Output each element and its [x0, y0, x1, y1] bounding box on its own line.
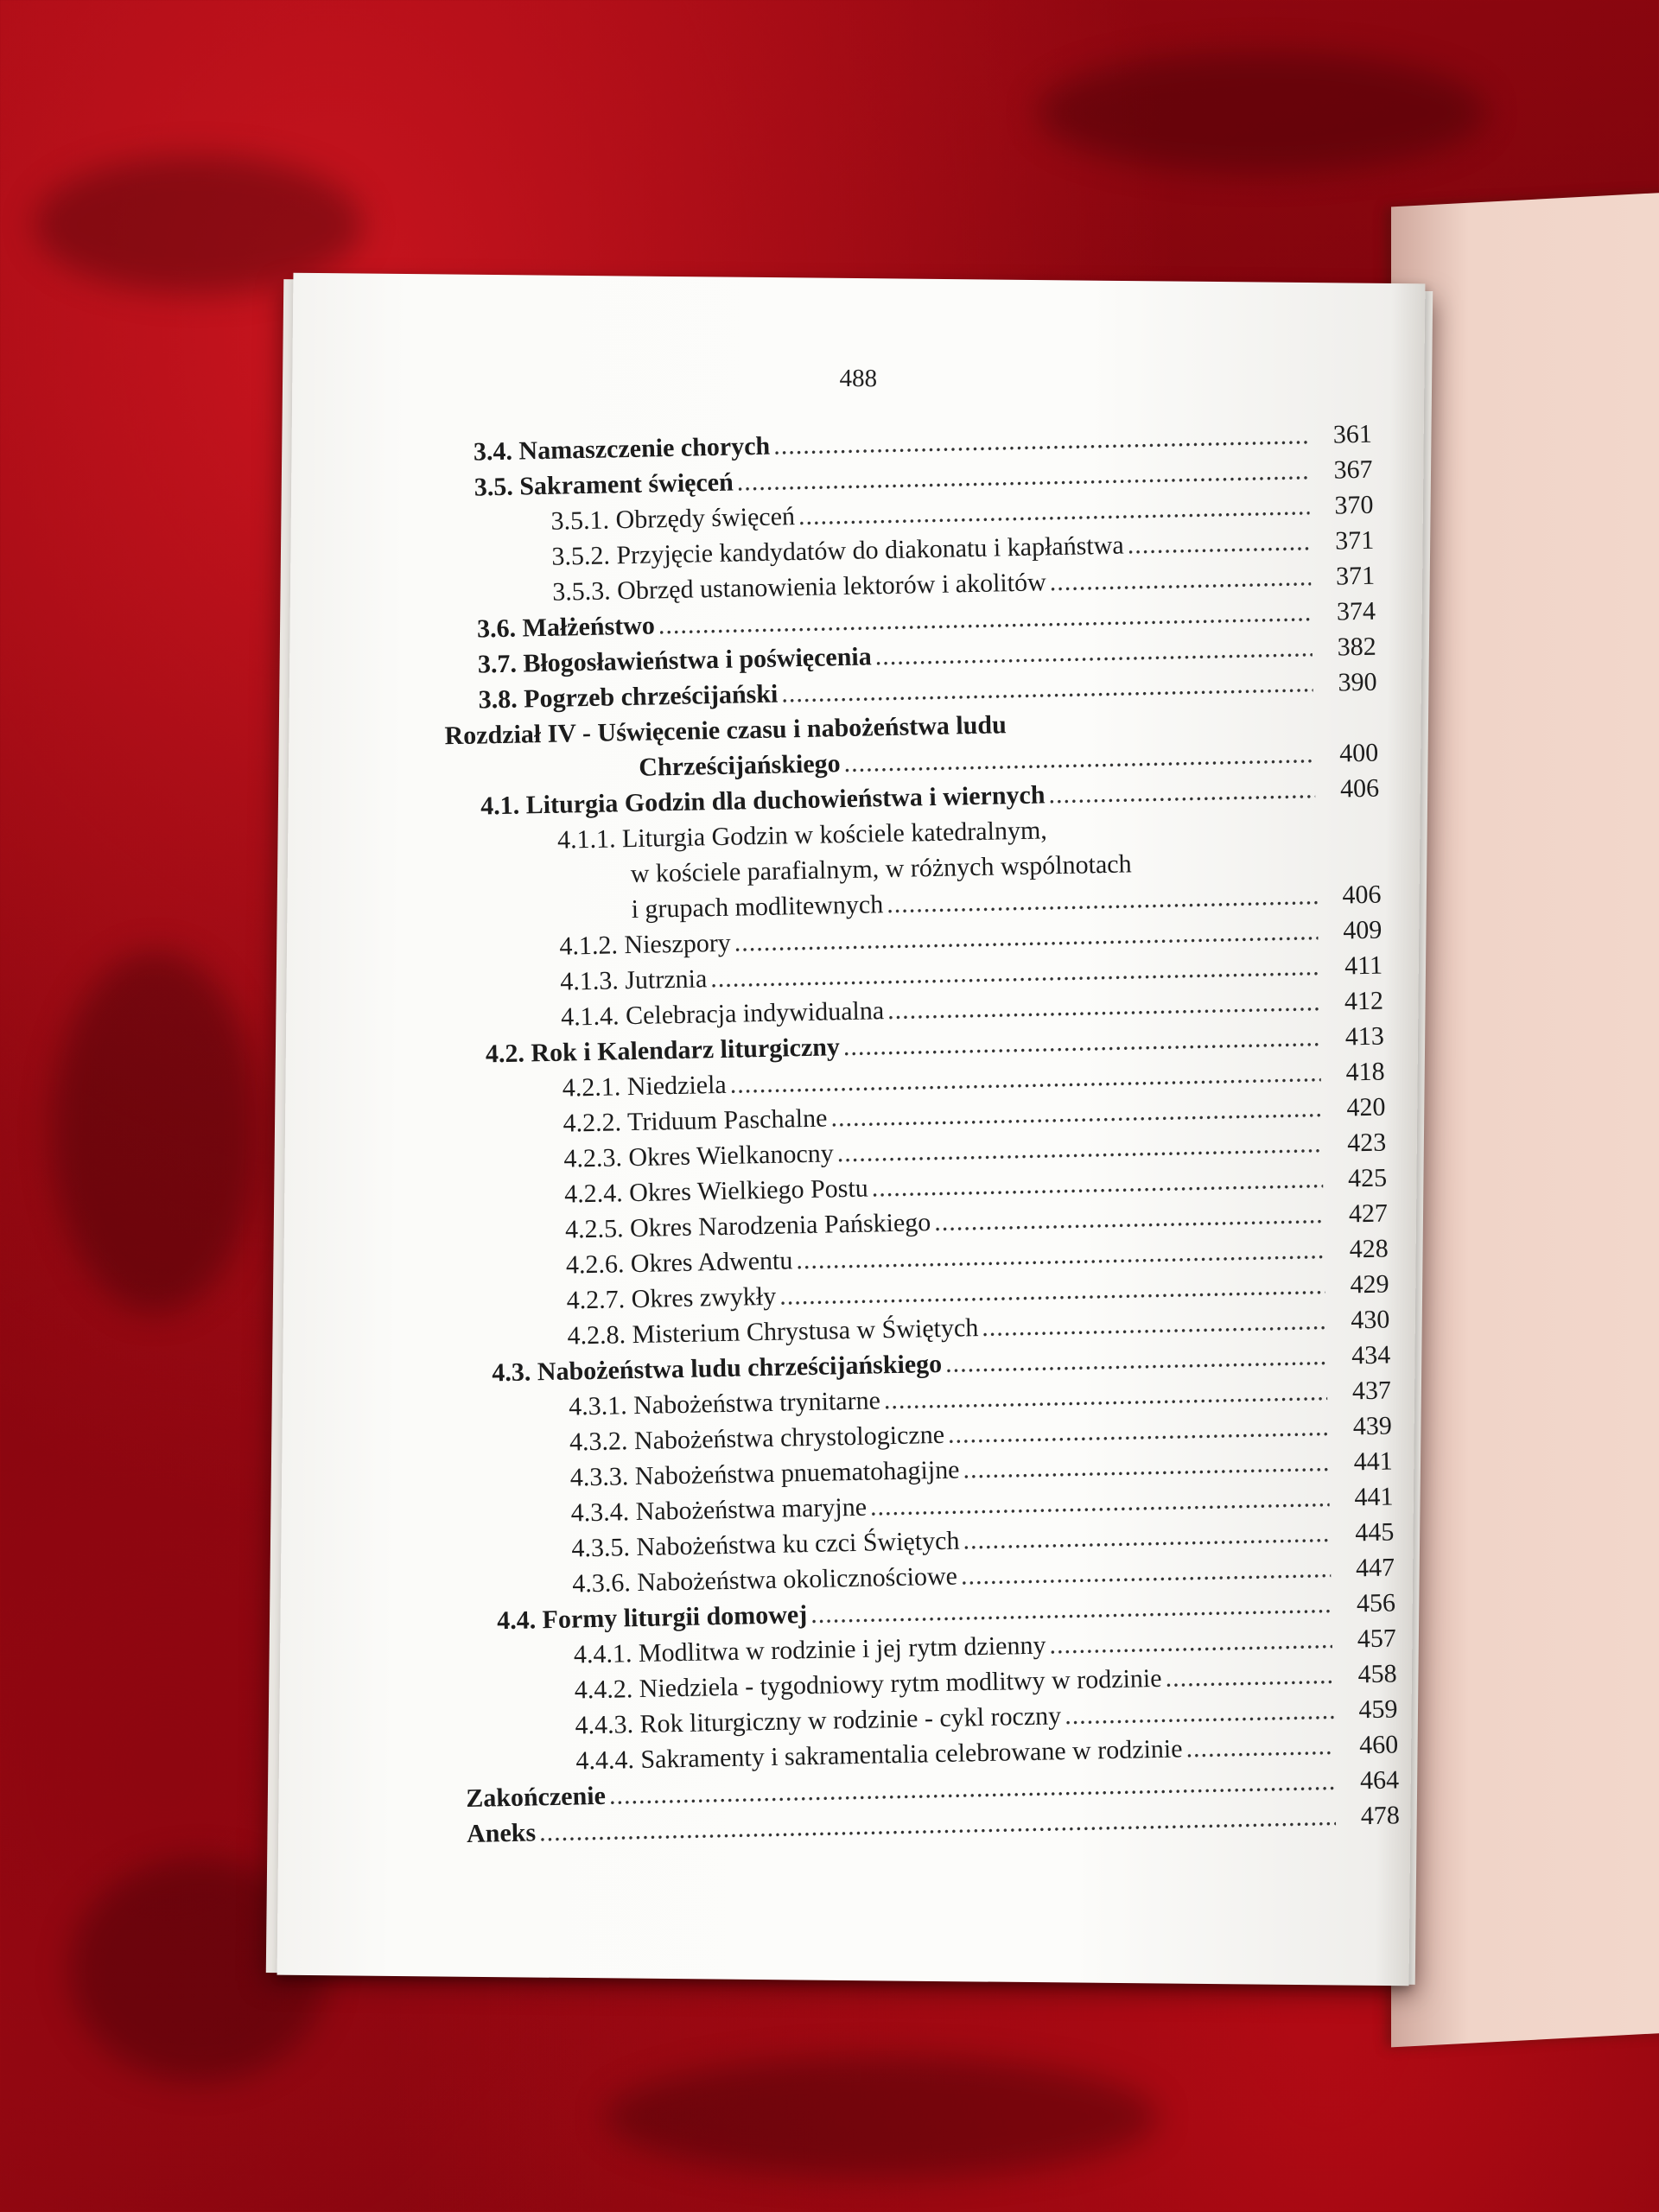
toc-leader-dots	[963, 1519, 1331, 1556]
fabric-fold	[605, 2056, 1158, 2177]
toc-entry-title: i grupach modlitewnych	[631, 890, 884, 925]
toc-entry-page: 445	[1354, 1517, 1395, 1548]
toc-entry-page: 423	[1346, 1128, 1387, 1158]
toc-entry-title: 4.4.4. Sakramenty i sakramentalia celebrowane w rodzinie	[575, 1734, 1183, 1776]
toc-entry-title: 4.3.5. Nabożeństwa ku czci Świętych	[571, 1526, 960, 1563]
toc-entry-page: 411	[1344, 950, 1383, 981]
toc-entry-page: 457	[1357, 1624, 1397, 1654]
toc-entry-page: 382	[1337, 632, 1377, 662]
toc-leader-dots	[982, 1306, 1326, 1343]
toc-entry-page: 439	[1352, 1411, 1393, 1441]
toc-entry-title: 4.3.3. Nabożeństwa pnuematohagijne	[569, 1455, 960, 1492]
toc-entry-page: 425	[1347, 1163, 1388, 1193]
toc-entry-title: 4.2.5. Okres Narodzenia Pańskiego	[564, 1208, 931, 1244]
toc-entry-title: 4.2.1. Niedziela	[562, 1070, 728, 1103]
toc-entry-title: 4.4.1. Modlitwa w rodzinie i jej rytm dzienny	[573, 1630, 1046, 1669]
toc-entry-title: 3.5.3. Obrzęd ustanowienia lektorów i akolitów	[551, 568, 1047, 607]
toc-entry-title: 3.5.2. Przyjęcie kandydatów do diakonatu i kapłaństwa	[551, 531, 1124, 571]
toc-entry-title: w kościele parafialnym, w różnych wspólnotach	[630, 849, 1132, 889]
toc-entry-title: 4.4.3. Rok liturgiczny w rodzinie - cykl roczny	[575, 1701, 1062, 1740]
toc-entry-title: 3.6. Małżeństwo	[476, 611, 656, 644]
fabric-fold	[1037, 52, 1486, 173]
toc-entry-title: 4.1.2. Nieszpory	[559, 928, 732, 961]
toc-entry-title: 3.7. Błogosławieństwa i poświęcenia	[477, 642, 873, 679]
toc-leader-dots	[1127, 527, 1310, 560]
toc-entry-title: Chrześcijańskiego	[639, 749, 841, 782]
toc-entry-title: 3.5. Sakrament święceń	[474, 467, 734, 502]
toc-entry-title: 4.1.4. Celebracja indywidualna	[560, 996, 885, 1032]
toc-entry-title: 4.2.8. Misterium Chrystusa w Świętych	[567, 1313, 979, 1351]
book-page	[277, 273, 1426, 1986]
toc-entry-page: 447	[1355, 1553, 1395, 1583]
toc-entry-page: 418	[1345, 1057, 1385, 1087]
toc-entry-title: 4.4.2. Niedziela - tygodniowy rytm modlitwy w rodzinie	[574, 1663, 1162, 1705]
toc-entry-title: 4.2.3. Okres Wielkanocny	[563, 1139, 835, 1173]
toc-entry-page: 428	[1349, 1234, 1389, 1264]
toc-entry-page: 420	[1346, 1092, 1386, 1122]
toc-entry-page: 464	[1359, 1765, 1400, 1796]
toc-entry-title: Rozdział IV - Uświęcenie czasu i nabożeństwa ludu	[444, 710, 1007, 751]
toc-entry-title: 4.2. Rok i Kalendarz liturgiczny	[485, 1033, 841, 1069]
toc-entry-title: 4.2.7. Okres zwykły	[566, 1281, 777, 1315]
toc-leader-dots	[961, 1554, 1332, 1592]
toc-entry-page: 409	[1342, 915, 1382, 945]
toc-entry-title: 4.1. Liturgia Godzin dla duchowieństwa i wiernych	[480, 780, 1046, 821]
facing-page	[1391, 191, 1659, 2048]
toc-entry-page: 412	[1344, 986, 1384, 1016]
toc-leader-dots	[1185, 1732, 1334, 1764]
toc-entry-page: 413	[1344, 1021, 1385, 1052]
toc-entry-title: 4.3. Nabożeństwa ludu chrześcijańskiego	[492, 1349, 943, 1388]
toc-entry-page: 371	[1334, 525, 1375, 556]
toc-entry-page: 406	[1339, 773, 1380, 804]
toc-entry-page: 427	[1348, 1198, 1389, 1229]
toc-entry-page: 456	[1356, 1588, 1396, 1618]
table-of-contents	[439, 420, 1401, 1855]
toc-entry-title: 4.1.1. Liturgia Godzin w kościele katedralnym,	[556, 816, 1048, 855]
page-number: 488	[839, 364, 878, 393]
fabric-fold	[52, 950, 259, 1313]
toc-entry-title: 4.1.3. Jutrznia	[559, 964, 708, 996]
toc-entry-title: 4.3.2. Nabożeństwa chrystologiczne	[569, 1420, 945, 1457]
toc-entry-page: 478	[1360, 1801, 1401, 1831]
toc-entry-title: 4.3.6. Nabożeństwa okolicznościowe	[571, 1561, 958, 1599]
toc-entry-title: 4.2.4. Okres Wielkiego Postu	[563, 1173, 869, 1209]
toc-entry-page: 441	[1354, 1482, 1394, 1512]
toc-entry-page: 437	[1351, 1376, 1392, 1406]
toc-entry-page: 370	[1334, 490, 1374, 520]
toc-entry-title: 4.3.1. Nabożeństwa trynitarne	[568, 1386, 881, 1421]
toc-entry-page: 361	[1332, 419, 1373, 449]
toc-leader-dots	[963, 1448, 1329, 1484]
toc-leader-dots	[1165, 1661, 1333, 1694]
toc-entry-title: 3.4. Namaszczenie chorych	[473, 431, 771, 467]
toc-entry-page: 430	[1351, 1305, 1390, 1335]
toc-entry-title: 3.5.1. Obrzędy święceń	[550, 502, 796, 536]
toc-entry-page: 400	[1338, 738, 1379, 768]
toc-entry-page: 390	[1338, 667, 1377, 697]
toc-leader-dots	[1049, 563, 1311, 597]
toc-entry-page: 374	[1336, 596, 1376, 626]
toc-leader-dots	[773, 421, 1308, 461]
toc-entry-title: 4.2.2. Triduum Paschalne	[563, 1103, 828, 1138]
toc-entry-page: 458	[1357, 1659, 1397, 1689]
toc-entry-page: 434	[1351, 1340, 1391, 1370]
toc-entry-title: 4.2.6. Okres Adwentu	[565, 1246, 793, 1280]
toc-entry-title: 4.4. Formy liturgii domowej	[496, 1600, 808, 1636]
toc-entry-page: 441	[1353, 1446, 1393, 1477]
toc-leader-dots	[1065, 1696, 1334, 1731]
toc-leader-dots	[1049, 1625, 1332, 1661]
toc-entry-page: 367	[1333, 454, 1373, 485]
toc-entry-page: 371	[1335, 561, 1376, 591]
toc-entry-page: 406	[1342, 880, 1382, 910]
toc-entry-title: Zakończenie	[465, 1781, 607, 1814]
toc-entry-title: 3.8. Pogrzeb chrześcijański	[478, 679, 779, 715]
toc-entry-page: 459	[1358, 1694, 1398, 1725]
toc-entry-page: 429	[1350, 1269, 1389, 1300]
toc-entry-title: Aneks	[466, 1818, 537, 1849]
toc-leader-dots	[1048, 775, 1315, 810]
toc-entry-page: 460	[1358, 1730, 1399, 1760]
toc-entry-title: 4.3.4. Nabożeństwa maryjne	[570, 1492, 868, 1528]
